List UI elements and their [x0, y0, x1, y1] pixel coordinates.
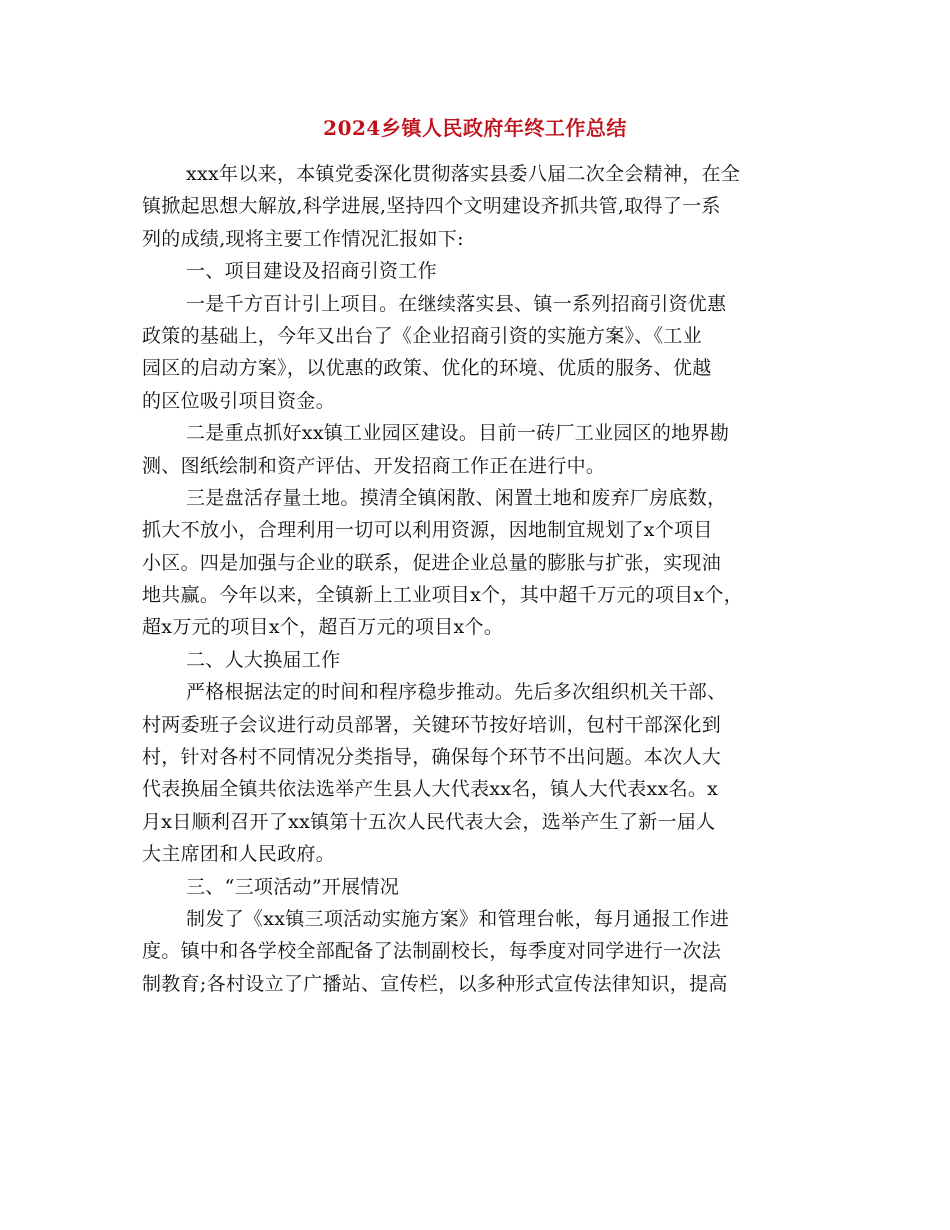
text-line: 制教育;各村设立了广播站、宣传栏，以多种形式宣传法律知识，提高 — [142, 972, 728, 995]
text-line: 制发了《xx镇三项活动实施方案》和管理台帐，每月通报工作进 — [186, 907, 730, 930]
text-line: 镇掀起思想大解放,科学进展,坚持四个文明建设齐抓共管,取得了一系 — [142, 195, 721, 218]
document-body — [142, 158, 832, 1000]
text-line: 超x万元的项目x个，超百万元的项目x个。 — [142, 616, 504, 639]
text-line: 政策的基础上，今年又出台了《企业招商引资的实施方案》、《工业 — [142, 324, 703, 347]
text-line: 村两委班子会议进行动员部署，关键环节按好培训，包村干部深化到 — [142, 713, 722, 736]
text-line: 月x日顺利召开了xx镇第十五次人民代表大会，选举产生了新一届人 — [142, 810, 716, 833]
text-line: 抓大不放小，合理利用一切可以利用资源，因地制宜规划了x个项目 — [142, 519, 713, 542]
text-line: 测、图纸绘制和资产评估、开发招商工作正在进行中。 — [142, 454, 606, 477]
text-line: 二、人大换届工作 — [186, 648, 341, 671]
document-title: 2024乡镇人民政府年终工作总结 — [323, 116, 627, 140]
text-line: 三、“三项活动”开展情况 — [186, 875, 400, 898]
text-line: 列的成绩,现将主要工作情况汇报如下: — [142, 227, 464, 250]
text-line: 二是重点抓好xx镇工业园区建设。目前一砖厂工业园区的地界勘 — [186, 422, 730, 445]
text-line: 村，针对各村不同情况分类指导，确保每个环节不出问题。本次人大 — [142, 746, 722, 769]
text-line: 大主席团和人民政府。 — [142, 843, 336, 866]
text-line: 严格根据法定的时间和程序稳步推动。先后多次组织机关干部、 — [186, 681, 727, 704]
text-line: xxx年以来，本镇党委深化贯彻落实县委八届二次全会精神，在全 — [186, 163, 741, 185]
text-line: 三是盘活存量土地。摸清全镇闲散、闲置土地和废弃厂房底数， — [186, 486, 727, 509]
text-line: 代表换届全镇共依法选举产生县人大代表xx名，镇人大代表xx名。x — [142, 778, 719, 801]
text-line: 度。镇中和各学校全部配备了法制副校长，每季度对同学进行一次法 — [142, 940, 722, 963]
text-line: 一是千方百计引上项目。在继续落实县、镇一系列招商引资优惠 — [186, 292, 727, 315]
text-line: 一、项目建设及招商引资工作 — [186, 260, 437, 283]
text-line: 园区的启动方案》，以优惠的政策、优化的环境、优质的服务、优越 — [142, 357, 712, 380]
text-line: 小区。四是加强与企业的联系，促进企业总量的膨胀与扩张，实现油 — [142, 551, 722, 574]
text-line: 地共赢。今年以来，全镇新上工业项目x个，其中超千万元的项目x个， — [142, 584, 744, 607]
text-line: 的区位吸引项目资金。 — [142, 389, 336, 412]
